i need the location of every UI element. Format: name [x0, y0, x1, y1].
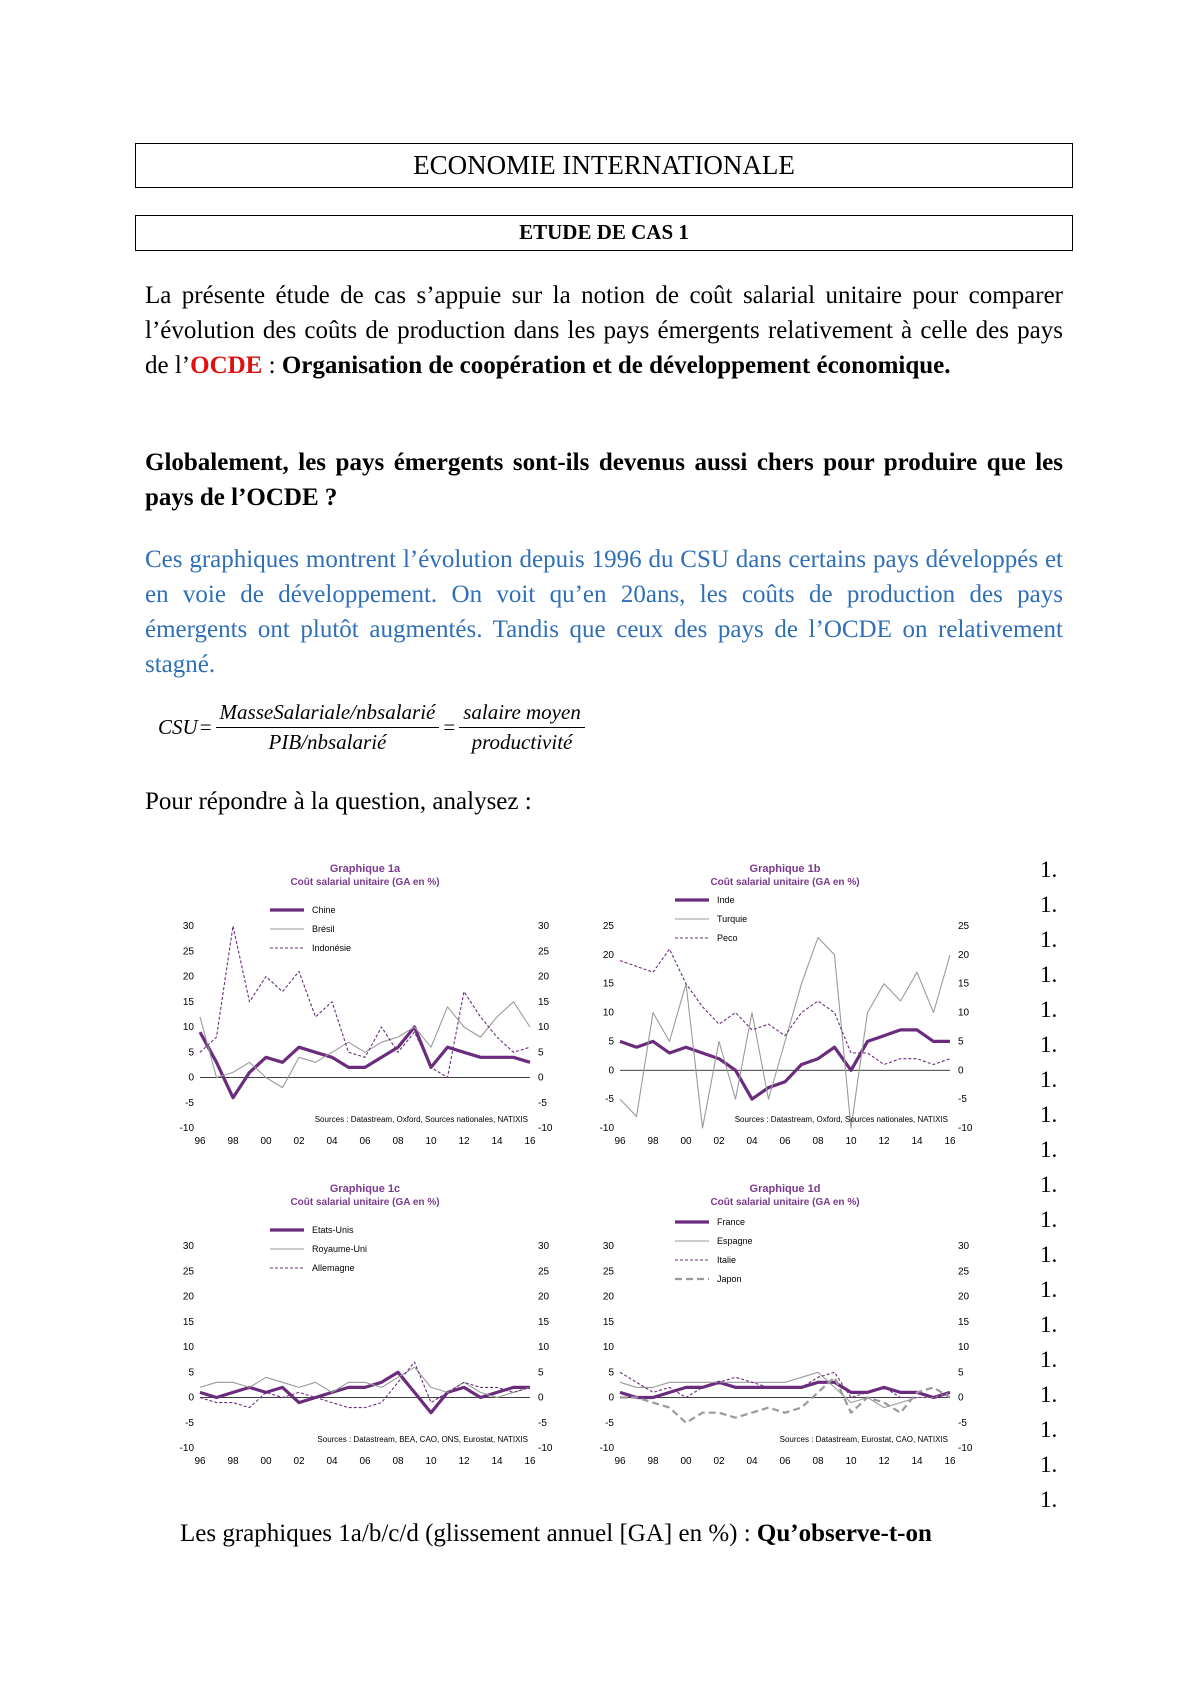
series-line-indonésie [200, 926, 530, 1078]
series-line-turquie [620, 938, 950, 1129]
y-tick-label-left: 10 [602, 1342, 614, 1353]
x-tick-label: 98 [647, 1136, 659, 1147]
y-tick-label-left: 25 [182, 1266, 194, 1278]
y-tick-label-right: 30 [538, 921, 550, 932]
legend-label: Chine [312, 905, 336, 915]
y-tick-label-left: -10 [179, 1443, 194, 1454]
question-paragraph: Globalement, les pays émergents sont-ils devenus aussi chers pour produire que les pays de l’OCDE ? [145, 449, 1063, 511]
chart-panel-3 [600, 1183, 973, 1467]
x-tick-label: 10 [845, 1136, 857, 1147]
x-tick-label: 00 [680, 1136, 692, 1147]
x-tick-label: 96 [614, 1456, 626, 1467]
y-tick-label-left: -5 [605, 1094, 614, 1106]
legend-label: Italie [717, 1255, 737, 1265]
legend-label: Inde [717, 895, 735, 905]
y-tick-label-right: 20 [538, 971, 550, 983]
chart-subtitle: Coût salarial unitaire (GA en %) [290, 1197, 440, 1208]
chart-panel-2 [180, 1183, 553, 1467]
x-tick-label: 14 [911, 1456, 923, 1467]
csu-formula [158, 700, 587, 755]
x-tick-label: 08 [812, 1136, 824, 1147]
series-line-peco [620, 949, 950, 1064]
list-number: 1. [1040, 892, 1058, 917]
x-tick-label: 98 [227, 1456, 239, 1467]
legend-label: Etats-Unis [312, 1225, 354, 1235]
x-tick-label: 16 [524, 1456, 536, 1467]
list-number: 1. [1040, 1242, 1058, 1267]
intro-text: La présente étude de cas s’appuie sur la notion de coût salarial unitaire pour comparer l’évolution des coûts de production dans les pays émergents relativement à celle des pays de l’ [145, 282, 1063, 379]
chart-panel-1 [600, 863, 973, 1147]
y-tick-label-right: 30 [538, 1241, 550, 1252]
list-number: 1. [1040, 1312, 1058, 1337]
x-tick-label: 10 [425, 1136, 437, 1147]
formula-numerator-1: MasseSalariale/nbsalarié [216, 700, 440, 728]
y-tick-label-right: 25 [958, 921, 970, 932]
x-tick-label: 14 [911, 1136, 923, 1147]
y-tick-label-left: -10 [599, 1123, 614, 1134]
y-tick-label-left: 25 [182, 946, 194, 958]
list-number: 1. [1040, 1172, 1058, 1197]
bottom-bold-text: Qu’observe-t-on [756, 1520, 932, 1547]
y-tick-label-right: 20 [958, 949, 970, 961]
y-tick-label-right: -5 [538, 1417, 547, 1429]
series-line-france [620, 1382, 950, 1397]
y-tick-label-left: 5 [188, 1047, 194, 1059]
x-tick-label: 12 [878, 1136, 890, 1147]
formula-denominator-1: PIB/nbsalarié [268, 730, 387, 754]
chart-source: Sources : Datastream, Oxford, Sources nationales, NATIXIS [314, 1115, 528, 1124]
y-tick-label-right: 5 [958, 1036, 964, 1048]
chart-title: Graphique 1c [329, 1183, 401, 1195]
x-tick-label: 16 [944, 1456, 956, 1467]
y-tick-label-left: 15 [602, 1316, 614, 1328]
series-line-allemagne [200, 1362, 530, 1407]
y-tick-label-right: 5 [538, 1047, 544, 1059]
list-number: 1. [1040, 1487, 1058, 1512]
chart-source: Sources : Datastream, Eurostat, CAO, NATIXIS [779, 1435, 948, 1444]
chart-title: Graphique 1d [749, 1183, 821, 1195]
series-line-espagne [620, 1372, 950, 1407]
x-tick-label: 16 [944, 1136, 956, 1147]
y-tick-label-left: 5 [188, 1367, 194, 1379]
y-tick-label-right: 15 [958, 978, 970, 990]
title-box [135, 143, 1073, 188]
chart-title: Graphique 1a [329, 863, 401, 875]
x-tick-label: 98 [227, 1136, 239, 1147]
list-number: 1. [1040, 1382, 1058, 1407]
chart-source: Sources : Datastream, Oxford, Sources nationales, NATIXIS [734, 1115, 948, 1124]
x-tick-label: 06 [779, 1136, 791, 1147]
legend-label: France [717, 1217, 746, 1227]
x-tick-label: 06 [359, 1136, 371, 1147]
x-tick-label: 08 [392, 1456, 404, 1467]
x-tick-label: 04 [746, 1456, 758, 1467]
x-tick-label: 00 [260, 1456, 272, 1467]
x-tick-label: 02 [293, 1456, 305, 1467]
y-tick-label-left: 30 [182, 1241, 194, 1252]
list-number: 1. [1040, 1277, 1058, 1302]
y-tick-label-left: 15 [182, 996, 194, 1008]
x-tick-label: 96 [194, 1136, 206, 1147]
legend-label: Royaume-Uni [312, 1244, 368, 1254]
numbering-column [1040, 852, 1057, 1517]
ocde-definition: Organisation de coopération et de développement économique. [281, 352, 951, 379]
y-tick-label-left: -10 [179, 1123, 194, 1134]
list-number: 1. [1040, 962, 1058, 987]
y-tick-label-right: 20 [538, 1291, 550, 1303]
y-tick-label-left: 30 [602, 1241, 614, 1252]
y-tick-label-right: 0 [958, 1392, 964, 1404]
x-tick-label: 96 [614, 1136, 626, 1147]
y-tick-label-right: 15 [538, 1316, 550, 1328]
charts-figure [160, 858, 990, 1498]
x-tick-label: 02 [713, 1136, 725, 1147]
y-tick-label-right: 15 [538, 996, 550, 1008]
y-tick-label-left: 5 [608, 1036, 614, 1048]
case-study-title: ETUDE DE CAS 1 [519, 220, 689, 244]
y-tick-label-left: 15 [182, 1316, 194, 1328]
y-tick-label-left: 10 [182, 1342, 194, 1353]
x-tick-label: 04 [746, 1136, 758, 1147]
y-tick-label-right: 10 [958, 1007, 970, 1019]
case-study-box [135, 215, 1073, 251]
formula-fraction-1 [216, 700, 440, 755]
y-tick-label-left: 0 [188, 1072, 194, 1084]
formula-fraction-2 [459, 700, 585, 755]
x-tick-label: 06 [359, 1456, 371, 1467]
y-tick-label-right: 10 [958, 1342, 970, 1353]
y-tick-label-left: 10 [602, 1007, 614, 1019]
chart-subtitle: Coût salarial unitaire (GA en %) [290, 877, 440, 888]
list-number: 1. [1040, 927, 1058, 952]
list-number: 1. [1040, 857, 1058, 882]
x-tick-label: 14 [491, 1456, 503, 1467]
y-tick-label-right: -5 [958, 1417, 967, 1429]
chart-panel-0 [180, 863, 553, 1147]
list-number: 1. [1040, 1347, 1058, 1372]
y-tick-label-right: 5 [958, 1367, 964, 1379]
chart-subtitle: Coût salarial unitaire (GA en %) [710, 877, 860, 888]
x-tick-label: 10 [425, 1456, 437, 1467]
chart-subtitle: Coût salarial unitaire (GA en %) [710, 1197, 860, 1208]
x-tick-label: 12 [458, 1136, 470, 1147]
y-tick-label-left: 20 [602, 1291, 614, 1303]
formula-lhs: CSU [158, 715, 198, 739]
legend-label: Brésil [312, 924, 335, 934]
formula-numerator-2: salaire moyen [459, 700, 585, 728]
y-tick-label-right: 0 [958, 1065, 964, 1077]
ocde-acronym: OCDE [190, 352, 263, 379]
list-number: 1. [1040, 1102, 1058, 1127]
bottom-question [180, 1520, 932, 1548]
list-number: 1. [1040, 1452, 1058, 1477]
y-tick-label-left: -5 [185, 1097, 194, 1109]
y-tick-label-left: 15 [602, 978, 614, 990]
x-tick-label: 08 [812, 1456, 824, 1467]
y-tick-label-right: 0 [538, 1072, 544, 1084]
y-tick-label-left: -5 [605, 1417, 614, 1429]
legend-label: Allemagne [312, 1263, 355, 1273]
x-tick-label: 16 [524, 1136, 536, 1147]
list-number: 1. [1040, 1207, 1058, 1232]
y-tick-label-right: 10 [538, 1342, 550, 1353]
y-tick-label-left: -10 [599, 1443, 614, 1454]
y-tick-label-left: 25 [602, 1266, 614, 1278]
x-tick-label: 00 [260, 1136, 272, 1147]
y-tick-label-right: 10 [538, 1022, 550, 1033]
y-tick-label-right: 20 [958, 1291, 970, 1303]
y-tick-label-right: -10 [538, 1443, 553, 1454]
list-number: 1. [1040, 1067, 1058, 1092]
y-tick-label-left: 0 [608, 1392, 614, 1404]
y-tick-label-right: 5 [538, 1367, 544, 1379]
x-tick-label: 08 [392, 1136, 404, 1147]
x-tick-label: 10 [845, 1456, 857, 1467]
formula-equals-1: = [199, 715, 212, 739]
legend-label: Indonésie [312, 943, 352, 953]
y-tick-label-left: 0 [608, 1065, 614, 1077]
x-tick-label: 14 [491, 1136, 503, 1147]
y-tick-label-right: 25 [958, 1266, 970, 1278]
y-tick-label-right: -10 [958, 1123, 973, 1134]
y-tick-label-left: 5 [608, 1367, 614, 1379]
y-tick-label-right: -5 [958, 1094, 967, 1106]
y-tick-label-left: 30 [182, 921, 194, 932]
legend-label: Turquie [717, 914, 748, 924]
list-number: 1. [1040, 1032, 1058, 1057]
y-tick-label-right: -10 [538, 1123, 553, 1134]
formula-denominator-2: productivité [471, 730, 573, 754]
formula-equals-2: = [443, 715, 456, 739]
x-tick-label: 12 [878, 1456, 890, 1467]
chart-source: Sources : Datastream, BEA, CAO, ONS, Eurostat, NATIXIS [317, 1435, 528, 1444]
y-tick-label-right: 25 [538, 946, 550, 958]
list-number: 1. [1040, 997, 1058, 1022]
y-tick-label-right: 0 [538, 1392, 544, 1404]
legend-label: Japon [717, 1274, 742, 1284]
y-tick-label-left: 20 [182, 971, 194, 983]
y-tick-label-right: 15 [958, 1316, 970, 1328]
intro-colon: : [262, 352, 282, 379]
list-number: 1. [1040, 1137, 1058, 1162]
x-tick-label: 06 [779, 1456, 791, 1467]
legend-label: Peco [717, 933, 738, 943]
y-tick-label-right: -10 [958, 1443, 973, 1454]
y-tick-label-right: -5 [538, 1097, 547, 1109]
x-tick-label: 02 [293, 1136, 305, 1147]
x-tick-label: 00 [680, 1456, 692, 1467]
x-tick-label: 04 [326, 1136, 338, 1147]
y-tick-label-right: 25 [538, 1266, 550, 1278]
y-tick-label-left: 25 [602, 921, 614, 932]
legend-label: Espagne [717, 1236, 753, 1246]
y-tick-label-left: 20 [182, 1291, 194, 1303]
y-tick-label-left: 0 [188, 1392, 194, 1404]
y-tick-label-left: -5 [185, 1417, 194, 1429]
chart-title: Graphique 1b [749, 863, 821, 875]
series-line-royaume-uni [200, 1367, 530, 1397]
y-tick-label-left: 20 [602, 949, 614, 961]
x-tick-label: 98 [647, 1456, 659, 1467]
analysis-prompt: Pour répondre à la question, analysez : [145, 788, 532, 815]
document-title: ECONOMIE INTERNATIONALE [413, 150, 795, 180]
intro-paragraph [145, 278, 1063, 383]
x-tick-label: 12 [458, 1456, 470, 1467]
answer-paragraph: Ces graphiques montrent l’évolution depuis 1996 du CSU dans certains pays développés et en voie de développement. On voit qu’en 20ans, les coûts de production des pays émergents ont plutôt augmentés. Tandis que ceux des pays de l’OCDE on relativement stagné. [145, 546, 1063, 678]
bottom-text: Les graphiques 1a/b/c/d (glissement annuel [GA] en %) : [180, 1520, 757, 1547]
x-tick-label: 02 [713, 1456, 725, 1467]
x-tick-label: 04 [326, 1456, 338, 1467]
x-tick-label: 96 [194, 1456, 206, 1467]
series-line-japon [620, 1377, 950, 1423]
list-number: 1. [1040, 1417, 1058, 1442]
y-tick-label-right: 30 [958, 1241, 970, 1252]
y-tick-label-left: 10 [182, 1022, 194, 1033]
